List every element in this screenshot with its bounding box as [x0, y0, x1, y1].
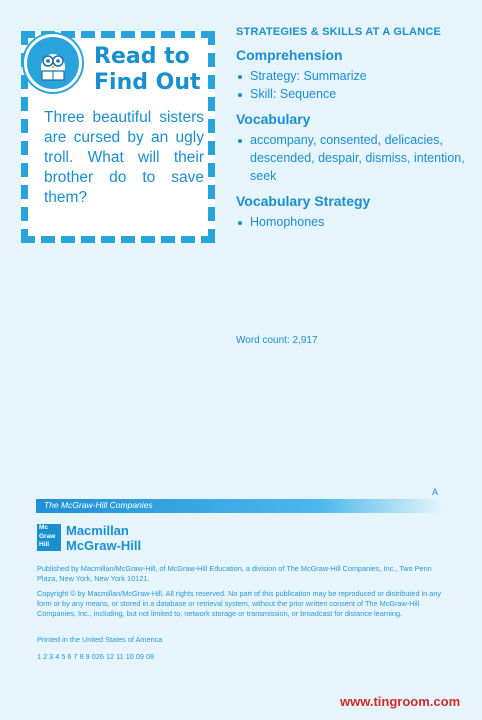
copyright-notice: Copyright © by Macmillan/McGraw-Hill. All rights reserved. No part of this publication may be reproduced or distributed in any form or by any means, or stored in a database or retrieval system, without the prior written consent of The McGraw-Hill Companies, Inc., including, but not limited to, network storage or transmission, or broadcast for distance learning.	[37, 589, 442, 619]
vocabulary-strategy-title: Vocabulary Strategy	[236, 193, 371, 209]
comprehension-title: Comprehension	[236, 47, 343, 63]
print-numbers: 1 2 3 4 5 6 7 8 9 026 12 11 10 09 08	[37, 652, 155, 661]
watermark: www.tingroom.com	[340, 694, 461, 709]
publisher-name-line-1: Macmillan	[66, 523, 129, 538]
vocabulary-title: Vocabulary	[236, 111, 311, 127]
vocabulary-section	[236, 111, 466, 185]
strategies-heading: STRATEGIES & SKILLS AT A GLANCE	[236, 26, 442, 38]
publisher-name-line-2: McGraw-Hill	[66, 538, 142, 553]
list-item: Skill: Sequence	[236, 85, 466, 103]
list-item: accompany, consented, delicacies, descended, despair, dismiss, intention, seek	[236, 131, 466, 185]
word-count: Word count: 2,917	[236, 335, 318, 346]
logo-line-2: Graw	[39, 532, 56, 540]
banner-text: The McGraw-Hill Companies	[44, 500, 153, 510]
logo-line-3: Hill	[39, 541, 50, 548]
read-to-find-out-title	[94, 44, 214, 96]
publisher-info: Published by Macmillan/McGraw-Hill, of McGraw-Hill Education, a division of The McGraw-Hill Companies, Inc., Two Penn Plaza, New York, New York 10121.	[37, 564, 432, 584]
strategies-panel	[236, 26, 466, 239]
list-item: Homophones	[236, 213, 466, 231]
read-to-find-out-box	[21, 31, 215, 243]
list-item: Strategy: Summarize	[236, 67, 466, 85]
level-letter: A	[432, 487, 439, 497]
logo-line-1: Mc	[39, 524, 49, 531]
publisher-banner	[36, 499, 442, 513]
title-line-1: Read to	[94, 44, 190, 69]
vocabulary-strategy-section	[236, 193, 466, 231]
owl-reading-icon	[24, 34, 82, 92]
comprehension-section	[236, 47, 466, 103]
printed-in: Printed in the United States of America	[37, 635, 163, 644]
mcgraw-hill-logo	[37, 524, 61, 551]
title-line-2: Find Out	[94, 70, 201, 95]
guiding-question: Three beautiful sisters are cursed by an ugly troll. What will their brother do to save them?	[44, 109, 204, 206]
publisher-name	[66, 523, 141, 553]
